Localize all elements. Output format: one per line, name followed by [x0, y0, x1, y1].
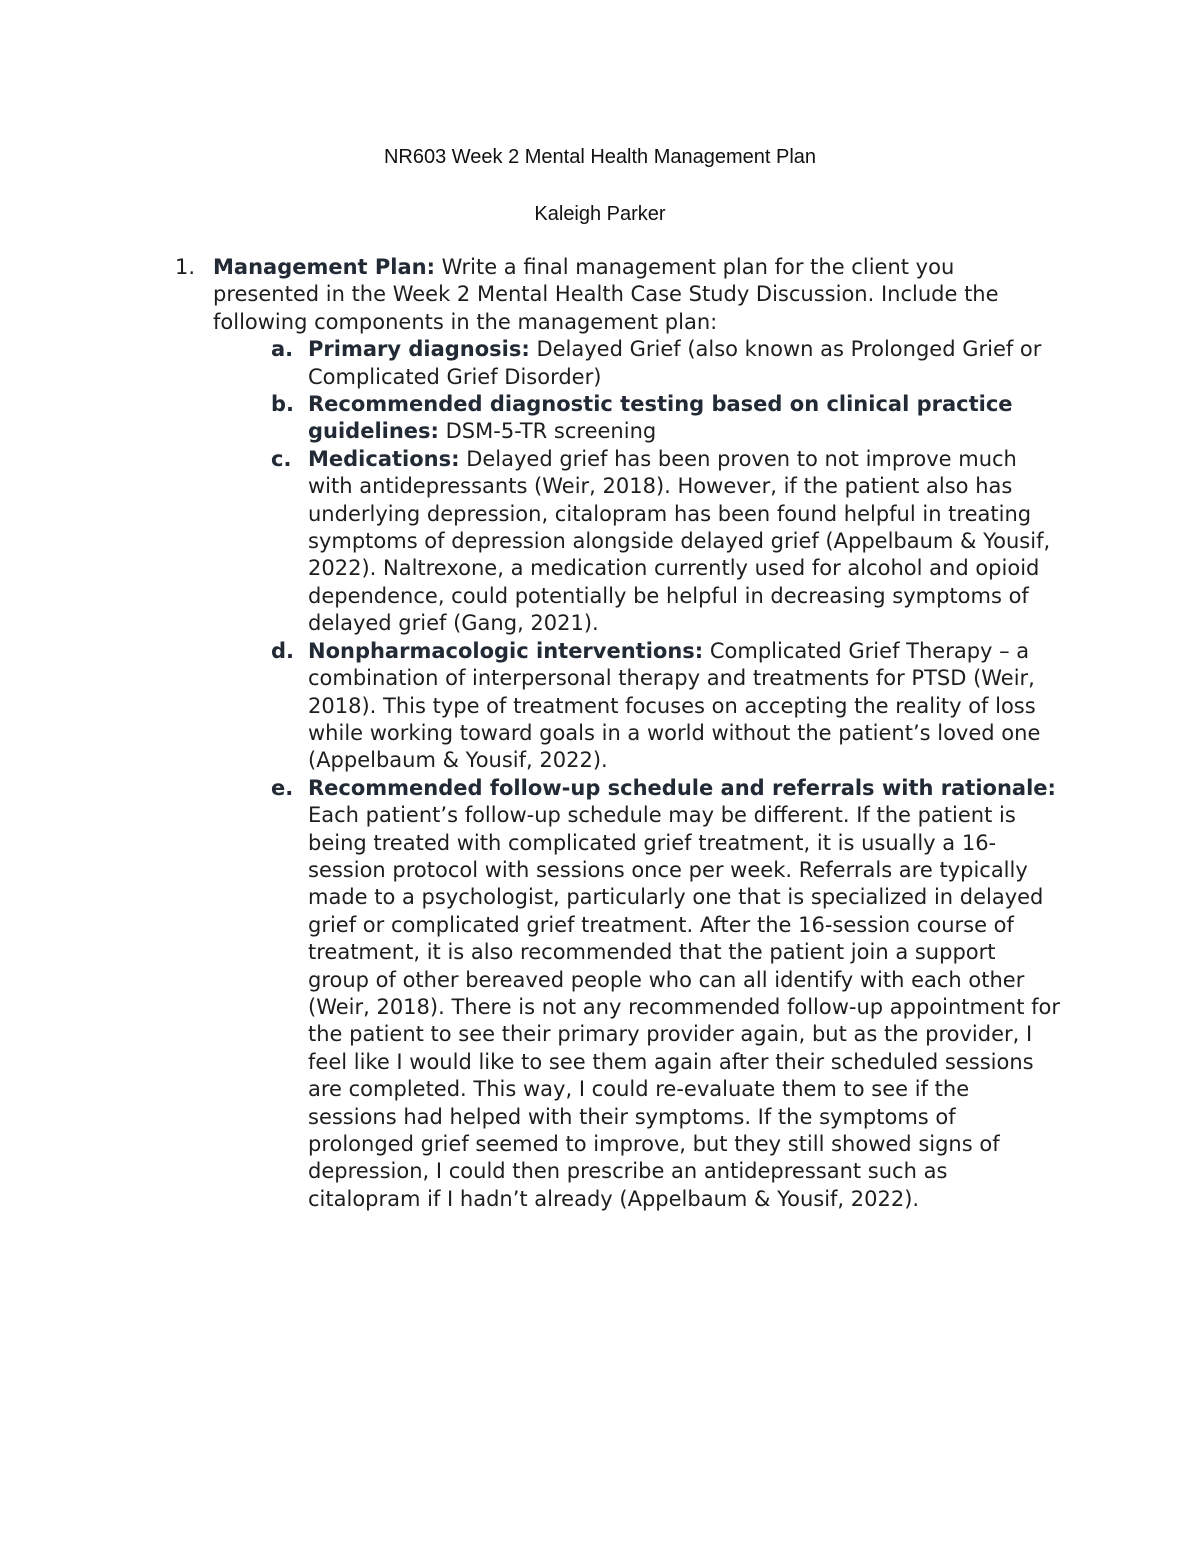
component-letter: e. [271, 775, 294, 800]
component-text: Delayed grief has been proven to not improve much with antidepressants (Weir, 2018). However, if the patient also has underlying depression, citalopram has been found helpful in treating symptoms of depression alongside delayed grief (Appelbaum & Yousif, 2022). Naltrexone, a medication currently used for alcohol and opioid dependence, could potentially be helpful in decreasing symptoms of delayed grief (Gang, 2021). [308, 446, 1051, 636]
component-letter: b. [271, 392, 295, 417]
component-paragraph [308, 775, 1060, 1214]
component-paragraph [308, 638, 1060, 775]
component-paragraph [308, 446, 1060, 638]
component-heading: Medications: [308, 446, 460, 471]
component-paragraph [308, 336, 1060, 391]
component-text: Complicated Grief Therapy – a combination of interpersonal therapy and treatments for PTSD (Weir, 2018). This type of treatment focuses on accepting the reality of loss while working toward goals in a world without the patient’s loved one (Appelbaum & Yousif, 2022). [308, 638, 1041, 773]
component-heading: Nonpharmacologic interventions: [308, 638, 704, 663]
list-item-heading: Management Plan: [213, 255, 435, 279]
component-follow-up-schedule [0, 775, 1060, 1214]
component-nonpharmacologic-interventions [0, 638, 1060, 775]
component-letter: d. [271, 638, 295, 663]
component-diagnostic-testing [0, 391, 1060, 446]
component-letter: a. [271, 337, 294, 362]
list-item-number: 1. [175, 255, 196, 279]
component-text: Each patient’s follow-up schedule may be different. If the patient is being treated with complicated grief treatment, it is usually a 16-session protocol with sessions once per week. Referrals are typically made to a psychologist, particularly one that is specialized in delayed grief or complicated grief treatment. After the 16-session course of treatment, it is also recommended that the patient join a support group of other bereaved people who can all identify with each other (Weir, 2018). There is not any recommended follow-up appointment for the patient to see their primary provider again, but as the provider, I feel like I would like to see them again after their scheduled sessions are completed. This way, I could re-evaluate them to see if the sessions had helped with their symptoms. If the symptoms of prolonged grief seemed to improve, but they still showed signs of depression, I could then prescribe an antidepressant such as citalopram if I hadn’t already (Appelbaum & Yousif, 2022). [308, 803, 1061, 1211]
component-heading: Recommended follow-up schedule and referrals with rationale: [308, 775, 1056, 800]
component-text: Delayed Grief (also known as Prolonged Grief or Complicated Grief Disorder) [308, 337, 1042, 389]
list-item-paragraph [213, 254, 1063, 336]
list-item-management-plan [0, 254, 1063, 336]
component-heading: Recommended diagnostic testing based on clinical practice guidelines: [308, 392, 1013, 444]
component-medications [0, 446, 1060, 638]
component-letter: c. [271, 446, 292, 471]
component-primary-diagnosis [0, 336, 1060, 391]
management-plan-list [0, 254, 1200, 1213]
component-heading: Primary diagnosis: [308, 337, 530, 362]
component-paragraph [308, 391, 1060, 446]
component-text: DSM-5-TR screening [438, 419, 657, 444]
list-item-text: Write a final management plan for the client you presented in the Week 2 Mental Health Case Study Discussion. Include the following components in the management plan: [213, 255, 999, 334]
document-title: NR603 Week 2 Mental Health Management Plan [383, 146, 817, 168]
author-name: Kaleigh Parker [534, 203, 666, 225]
